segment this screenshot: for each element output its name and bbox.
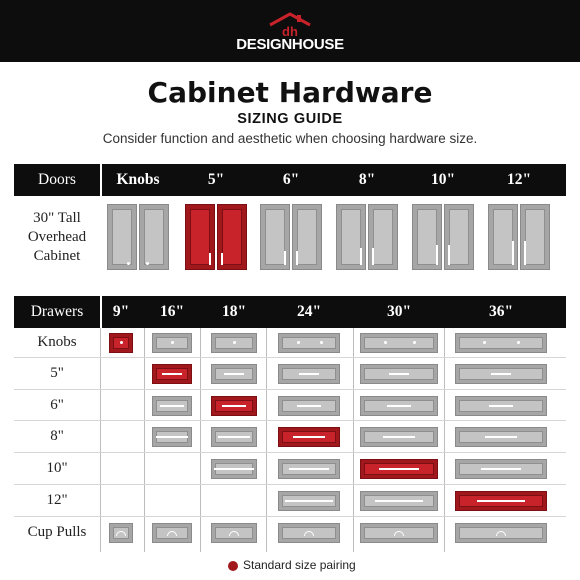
pull-bar-icon (209, 253, 211, 265)
drawer (278, 364, 340, 384)
drawer (455, 333, 547, 353)
drawer-width-label: 9" (112, 303, 130, 320)
pull-bar-icon (221, 253, 223, 265)
pull-bar-icon (296, 251, 298, 265)
drawer-highlighted (455, 491, 547, 511)
doors-row-label: 30" Tall Overhead Cabinet (27, 210, 87, 264)
legend-label: Standard size pairing (243, 558, 356, 572)
drawer-row-label: 8" (50, 428, 64, 444)
pull-bar-icon (436, 245, 438, 265)
drawer (152, 396, 192, 416)
drawer (278, 396, 340, 416)
door-cabinet (260, 204, 322, 270)
doors-col-label: 8" (358, 171, 376, 188)
page-title: Cabinet Hardware (147, 76, 433, 109)
drawer-width-label: 36" (488, 303, 514, 320)
pull-bar-icon (222, 405, 246, 407)
pull-bar-icon (448, 245, 450, 265)
pull-bar-icon (160, 405, 184, 407)
drawer (278, 333, 340, 353)
right-door (520, 204, 550, 270)
right-door (292, 204, 322, 270)
drawer (455, 396, 547, 416)
knob-icon (146, 262, 149, 265)
drawer (211, 333, 257, 353)
highlight-legend-dot-icon (228, 561, 238, 571)
doors-header-bar (14, 164, 566, 196)
knob-icon (120, 341, 123, 344)
pull-bar-icon (489, 405, 513, 407)
pull-bar-icon (383, 436, 415, 438)
drawer (211, 523, 257, 543)
knob-icon (413, 341, 416, 344)
right-door (139, 204, 169, 270)
drawer-highlighted (211, 396, 257, 416)
left-door (488, 204, 518, 270)
drawer-row-label: Cup Pulls (27, 524, 87, 540)
right-door (217, 204, 247, 270)
left-door (185, 204, 215, 270)
doors-col-label: 5" (207, 171, 225, 188)
pull-bar-icon (224, 373, 244, 375)
door-cabinet-highlighted (185, 204, 247, 270)
pull-bar-icon (485, 436, 517, 438)
drawer (211, 427, 257, 447)
pull-bar-icon (214, 468, 254, 470)
drawer-highlighted (152, 364, 192, 384)
pull-bar-icon (512, 241, 514, 265)
drawer (152, 523, 192, 543)
drawer (360, 364, 438, 384)
knob-icon (171, 341, 174, 344)
left-door (336, 204, 366, 270)
pull-bar-icon (360, 248, 362, 265)
drawer-row-label: 5" (50, 365, 64, 381)
knob-icon (297, 341, 300, 344)
drawer (152, 427, 192, 447)
drawers-header-bar (14, 296, 566, 328)
brand-header (0, 0, 580, 62)
drawer (152, 333, 192, 353)
logo-mark: dh (282, 24, 298, 39)
pull-bar-icon (481, 468, 521, 470)
pull-bar-icon (297, 405, 321, 407)
drawer (360, 333, 438, 353)
door-cabinet (488, 204, 550, 270)
page-tagline: Consider function and aesthetic when choosing hardware size. (102, 131, 478, 146)
drawer (278, 523, 340, 543)
pull-bar-icon (218, 436, 250, 438)
pull-bar-icon (477, 500, 525, 502)
pull-bar-icon (372, 248, 374, 265)
left-door (412, 204, 442, 270)
door-cabinet (336, 204, 398, 270)
drawer-row-label: 6" (50, 397, 64, 413)
drawer-highlighted (360, 459, 438, 479)
pull-bar-icon (524, 241, 526, 265)
drawer (455, 459, 547, 479)
drawer-width-label: 24" (296, 303, 322, 320)
knob-icon (384, 341, 387, 344)
knob-icon (233, 341, 236, 344)
doors-col-label: 12" (506, 171, 532, 188)
doors-col-label: 6" (282, 171, 300, 188)
pull-bar-icon (491, 373, 511, 375)
pull-bar-icon (299, 373, 319, 375)
left-door (260, 204, 290, 270)
drawer-row-label: 12" (46, 492, 68, 508)
right-door (444, 204, 474, 270)
pull-bar-icon (379, 468, 419, 470)
left-door (107, 204, 137, 270)
drawer (455, 427, 547, 447)
door-cabinet (412, 204, 474, 270)
drawer (211, 364, 257, 384)
drawer (278, 459, 340, 479)
pull-bar-icon (375, 500, 423, 502)
drawer (360, 523, 438, 543)
knob-icon (320, 341, 323, 344)
drawer-width-label: 16" (159, 303, 185, 320)
brand-name: DESIGNHOUSE (236, 36, 344, 53)
drawer (455, 364, 547, 384)
page-subtitle: SIZING GUIDE (237, 111, 343, 127)
drawer-width-label: 30" (386, 303, 412, 320)
knob-icon (127, 262, 130, 265)
drawer (278, 491, 340, 511)
pull-bar-icon (389, 373, 409, 375)
pull-bar-icon (156, 436, 188, 438)
door-cabinet (107, 204, 169, 270)
pull-bar-icon (293, 436, 325, 438)
pull-bar-icon (162, 373, 182, 375)
drawer (360, 396, 438, 416)
drawer (360, 427, 438, 447)
pull-bar-icon (387, 405, 411, 407)
drawer (360, 491, 438, 511)
drawer-highlighted (109, 333, 133, 353)
drawer (455, 523, 547, 543)
doors-header-label: Doors (38, 171, 76, 188)
drawer-row-label: Knobs (37, 334, 77, 350)
house-logo-icon (266, 11, 314, 39)
drawer-row-label: 10" (46, 460, 68, 476)
drawer (109, 523, 133, 543)
drawer-width-label: 18" (221, 303, 247, 320)
doors-col-label: Knobs (116, 171, 160, 188)
drawers-header-label: Drawers (30, 303, 84, 320)
knob-icon (483, 341, 486, 344)
drawer (211, 459, 257, 479)
pull-bar-icon (285, 500, 333, 502)
pull-bar-icon (284, 251, 286, 265)
right-door (368, 204, 398, 270)
pull-bar-icon (289, 468, 329, 470)
doors-col-label: 10" (430, 171, 456, 188)
drawer-highlighted (278, 427, 340, 447)
